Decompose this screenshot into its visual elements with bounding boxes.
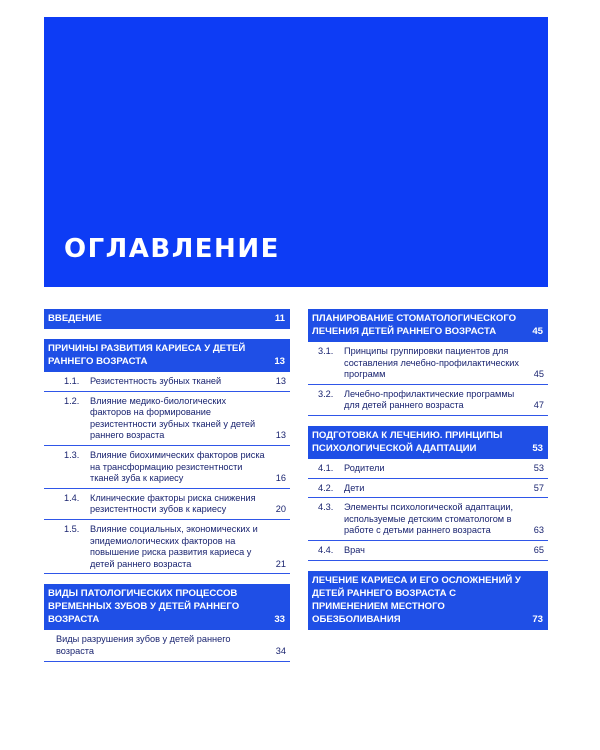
section-page-number: 33 — [274, 614, 285, 626]
entry-divider — [308, 560, 548, 561]
entry-title: Влияние социальных, экономических и эпидемиологических факторов на повышение риска развития кариеса у детей раннего возраста — [90, 523, 258, 569]
entry-title: Клинические факторы риска снижения резистентности зубов к кариесу — [90, 492, 256, 515]
toc-entry[interactable] — [308, 389, 548, 412]
section-title: ВВЕДЕНИЕ — [48, 313, 102, 324]
entry-number: 3.2. — [318, 388, 334, 399]
entry-divider — [44, 519, 290, 520]
section-title: ВИДЫ ПАТОЛОГИЧЕСКИХ ПРОЦЕССОВ ВРЕМЕННЫХ ЗУБОВ У ДЕТЕЙ РАННЕГО ВОЗРАСТА — [48, 588, 240, 626]
entry-title: Лечебно-профилактические программы для детей раннего возраста — [344, 388, 515, 411]
entry-page-number: 34 — [275, 645, 286, 656]
entry-page-number: 63 — [533, 525, 544, 536]
entry-divider — [308, 384, 548, 385]
entry-divider — [308, 415, 548, 416]
entry-page-number: 13 — [275, 376, 286, 386]
entry-title: Дети — [344, 482, 365, 493]
entry-title: Резистентность зубных тканей — [90, 376, 222, 386]
section-page-number: 13 — [274, 356, 285, 367]
entry-number: 4.3. — [318, 502, 334, 513]
entry-number: 1.3. — [64, 449, 80, 460]
toc-section-heading[interactable] — [308, 426, 548, 459]
entry-page-number: 53 — [533, 462, 544, 473]
entry-page-number: 57 — [533, 482, 544, 493]
toc-entry[interactable] — [308, 545, 548, 557]
entry-title: Влияние медико-биологических факторов на формирование резистентности зубных тканей у детей раннего возраста — [90, 395, 256, 441]
entry-divider — [44, 445, 290, 446]
entry-title: Врач — [344, 544, 365, 555]
entry-number: 4.2. — [318, 482, 334, 493]
entry-page-number: 20 — [275, 504, 286, 515]
section-title: ЛЕЧЕНИЕ КАРИЕСА И ЕГО ОСЛОЖНЕНИЙ У ДЕТЕЙ РАННЕГО ВОЗРАСТА С ПРИМЕНЕНИЕМ МЕСТНОГО ОБЕЗБОЛИВАНИЯ — [312, 574, 521, 625]
entry-page-number: 45 — [533, 369, 544, 380]
toc-section-heading[interactable] — [44, 584, 290, 630]
entry-page-number: 65 — [533, 544, 544, 555]
entry-divider — [308, 540, 548, 541]
toc-entry[interactable] — [44, 634, 290, 657]
entry-number: 1.1. — [64, 376, 80, 386]
section-title: ПРИЧИНЫ РАЗВИТИЯ КАРИЕСА У ДЕТЕЙ РАННЕГО ВОЗРАСТА — [48, 343, 246, 367]
entry-title: Влияние биохимических факторов риска на трансформацию резистентности тканей зуба к кариесу — [90, 449, 265, 484]
entry-number: 1.4. — [64, 492, 80, 503]
entry-number: 1.2. — [64, 395, 80, 406]
entry-title: Принципы группировки пациентов для составления лечебно-профилактических программ — [344, 346, 520, 380]
toc-entry[interactable] — [44, 376, 290, 388]
toc-entry[interactable] — [44, 450, 290, 485]
toc-section-heading[interactable] — [308, 309, 548, 342]
entry-divider — [44, 488, 290, 489]
page-title: ОГЛАВЛЕНИЕ — [64, 234, 280, 264]
toc-right-column — [308, 309, 548, 634]
section-page-number: 53 — [532, 442, 543, 454]
toc-left-column — [44, 309, 290, 666]
entry-number: 4.1. — [318, 462, 334, 473]
entry-divider — [44, 391, 290, 392]
entry-divider — [44, 661, 290, 662]
header-banner — [44, 17, 548, 287]
entry-divider — [308, 478, 548, 479]
toc-section-heading[interactable] — [44, 309, 290, 329]
entry-number: 4.4. — [318, 544, 334, 555]
entry-page-number: 47 — [533, 400, 544, 411]
entry-title: Элементы психологической адаптации, используемые детским стоматологом в работе с детьми раннего возраста — [344, 502, 514, 536]
entry-page-number: 13 — [275, 430, 286, 441]
entry-divider — [44, 573, 290, 574]
section-page-number: 73 — [532, 613, 543, 625]
entry-number: 1.5. — [64, 523, 80, 534]
entry-title: Виды разрушения зубов у детей раннего возраста — [56, 634, 231, 656]
entry-page-number: 21 — [275, 558, 286, 569]
toc-entry[interactable] — [308, 502, 548, 537]
entry-divider — [308, 497, 548, 498]
entry-title: Родители — [344, 462, 385, 473]
toc-entry[interactable] — [44, 396, 290, 442]
section-title: ПОДГОТОВКА К ЛЕЧЕНИЮ. ПРИНЦИПЫ ПСИХОЛОГИЧЕСКОЙ АДАПТАЦИИ — [312, 429, 503, 454]
toc-entry[interactable] — [308, 483, 548, 495]
section-title: ПЛАНИРОВАНИЕ СТОМАТОЛОГИЧЕСКОГО ЛЕЧЕНИЯ ДЕТЕЙ РАННЕГО ВОЗРАСТА — [312, 313, 517, 337]
toc-entry[interactable] — [44, 493, 290, 516]
toc-entry[interactable] — [308, 346, 548, 381]
section-page-number: 11 — [274, 313, 285, 324]
toc-section-heading[interactable] — [308, 571, 548, 630]
toc-entry[interactable] — [308, 463, 548, 475]
toc-section-heading[interactable] — [44, 339, 290, 372]
toc-entry[interactable] — [44, 524, 290, 570]
entry-page-number: 16 — [275, 473, 286, 484]
entry-number: 3.1. — [318, 346, 334, 356]
section-page-number: 45 — [532, 326, 543, 337]
